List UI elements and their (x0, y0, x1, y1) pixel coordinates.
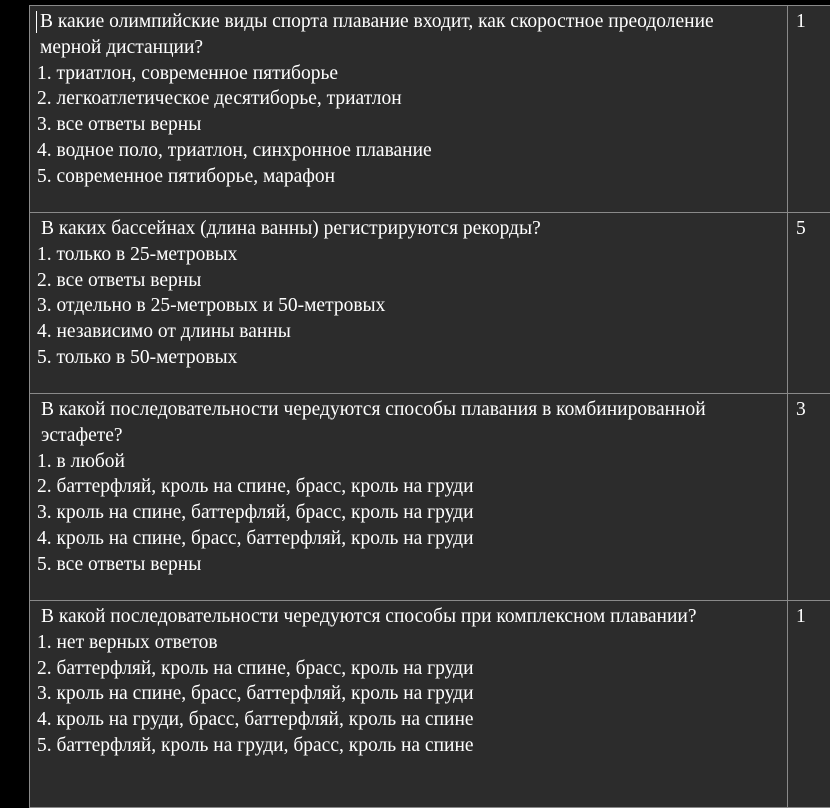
answer-option: 1. в любой (37, 450, 125, 472)
table-row (30, 213, 830, 394)
answer-option: 2. все ответы верны (37, 269, 202, 291)
question-cell[interactable] (30, 213, 788, 394)
table-row (30, 601, 830, 808)
answer-option: 2. легкоатлетическое десятиборье, триатлон (37, 88, 402, 110)
answer-option: 2. баттерфляй, кроль на спине, брасс, кроль на груди (37, 657, 474, 679)
answer-option: 3. отдельно в 25-метровых и 50-метровых (37, 295, 386, 317)
question-text: В каких бассейнах (длина ванны) регистрируются рекорды? (41, 218, 541, 239)
table-row (30, 6, 830, 213)
answer-option: 4. кроль на груди, брасс, баттерфляй, кроль на спине (37, 709, 474, 731)
answer-cell[interactable] (788, 6, 830, 213)
answer-option: 2. баттерфляй, кроль на спине, брасс, кроль на груди (37, 476, 474, 498)
answer-cell[interactable] (788, 213, 830, 394)
text-cursor (36, 11, 37, 33)
answer-option: 1. триатлон, современное пятиборье (37, 62, 339, 84)
answer-option: 5. баттерфляй, кроль на груди, брасс, кроль на спине (37, 734, 474, 756)
answer-option: 1. только в 25-метровых (37, 243, 238, 265)
answer-option: 3. кроль на спине, брасс, баттерфляй, кроль на груди (37, 683, 474, 705)
answer-cell[interactable] (788, 601, 830, 808)
answer-option: 5. только в 50-метровых (37, 346, 238, 368)
answer-option: 4. независимо от длины ванны (37, 321, 291, 343)
answer-option: 5. современное пятиборье, марафон (37, 165, 336, 187)
answer-number: 5 (796, 218, 806, 239)
answer-option: 1. нет верных ответов (37, 631, 218, 653)
question-text: В какой последовательности чередуются способы плавания в комбинированной эстафете? (41, 399, 706, 446)
table-row (30, 394, 830, 601)
answer-option: 4. водное поло, триатлон, синхронное плавание (37, 139, 432, 161)
answer-option: 4. кроль на спине, брасс, баттерфляй, кроль на груди (37, 527, 474, 549)
answer-number: 3 (796, 399, 806, 420)
answer-number: 1 (796, 606, 806, 627)
answer-option: 3. все ответы верны (37, 114, 202, 136)
question-text: В какой последовательности чередуются способы при комплексном плавании? (41, 606, 697, 627)
question-cell[interactable] (30, 394, 788, 601)
answer-cell[interactable] (788, 394, 830, 601)
question-text: В какие олимпийские виды спорта плавание входит, как скоростное преодоление мерной дистанции? (40, 11, 714, 58)
answer-option: 3. кроль на спине, баттерфляй, брасс, кроль на груди (37, 502, 474, 524)
question-cell[interactable] (30, 601, 788, 808)
answer-option: 5. все ответы верны (37, 553, 202, 575)
question-cell[interactable] (30, 6, 788, 213)
answer-number: 1 (796, 11, 806, 32)
quiz-table (29, 5, 830, 808)
